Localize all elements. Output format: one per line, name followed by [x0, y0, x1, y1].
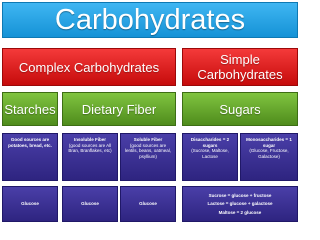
glucose-label: Glucose — [21, 201, 39, 207]
soluble-fiber-sources: (good sources are lentils, beans, oatmeal, psyllium) — [124, 142, 172, 159]
simple-carbohydrates-box — [182, 48, 298, 86]
starches-box: Starches — [2, 92, 58, 126]
insoluble-fiber-sources: (good sources are All Bran, Branflakes, etc) — [68, 142, 112, 154]
starches-sources-box — [2, 133, 58, 181]
soluble-fiber-title: Soluble Fiber — [133, 137, 163, 142]
dietary-fiber-box: Dietary Fiber — [62, 92, 176, 126]
simple-carbohydrates-line1: Simple — [220, 52, 260, 67]
insoluble-fiber-title: Insoluble Fiber — [73, 137, 106, 142]
disaccharides-list: (Sucrose, Maltose, Lactose — [191, 148, 229, 159]
simple-carbohydrates-line2: Carbohydrates — [197, 67, 283, 82]
insoluble-glucose-box — [62, 186, 118, 222]
disaccharides-box — [182, 133, 238, 181]
monosaccharides-list: (Glucose, Fructose, Galactose) — [249, 148, 289, 159]
complex-carbohydrates-box: Complex Carbohydrates — [2, 48, 176, 86]
glucose-label: Glucose — [81, 201, 99, 207]
starches-glucose-box — [2, 186, 58, 222]
monosaccharides-title: Monosaccharides = 1 sugar — [246, 137, 292, 148]
sucrose-formula: Sucrose = glucose + fructose — [208, 192, 272, 198]
insoluble-fiber-box — [62, 133, 118, 181]
monosaccharides-box — [240, 133, 298, 181]
starches-sources-text: Good sources are potatoes, bread, etc. — [8, 137, 52, 148]
soluble-fiber-box — [120, 133, 176, 181]
soluble-glucose-box — [120, 186, 176, 222]
disaccharides-title: Disaccharides = 2 sugars — [190, 137, 230, 148]
maltose-formula: Maltose = 2 glucose — [218, 209, 262, 215]
sugars-box: Sugars — [182, 92, 298, 126]
diagram-title: Carbohydrates — [2, 2, 298, 38]
glucose-label: Glucose — [139, 201, 157, 207]
lactose-formula: Lactose = glucose + galactose — [207, 201, 273, 207]
sugar-combinations-box — [182, 186, 298, 222]
